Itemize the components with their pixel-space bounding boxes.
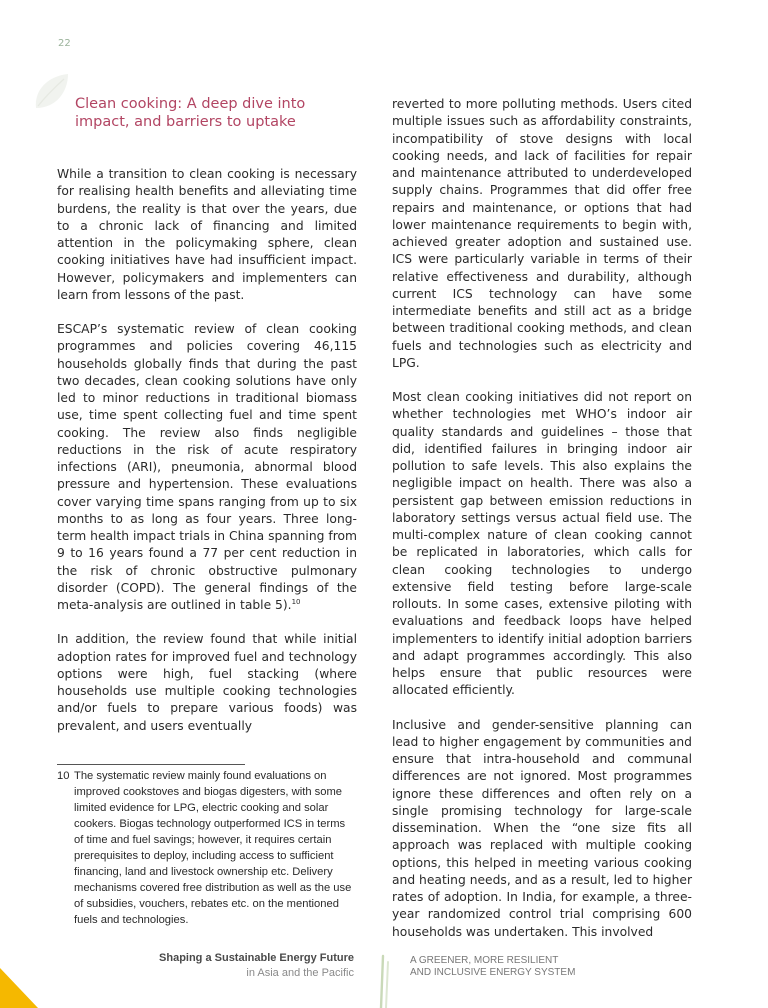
page-number: 22 bbox=[58, 38, 71, 49]
paragraph: Inclusive and gender-sensitive planning can lead to higher engagement by communities and ensure that intra-household and communal differences are not ignored. Most programmes ignore these differences and often rely on a single promising technology for large-scale dissemination. When the “one size fits all approach was replaced with multiple cooking options, this helped in meeting various cooking and heating needs, and as a result, led to higher rates of adoption. In India, for example, a three-year randomized control trial comprising 600 households was undertaken. This involved bbox=[392, 717, 692, 939]
paragraph: reverted to more polluting methods. Users cited multiple issues such as affordability constraints, incompatibility of stove designs with local cooking needs, and lack of facilities for repair and maintenance attributed to underdeveloped supply chains. Programmes that did offer free repairs and maintenance, or options that had lower maintenance requirements to begin with, achieved greater adoption and sustained use. ICS were particularly variable in terms of their relative effectiveness and durability, although current ICS technology can have some intermediate benefits and still act as a bridge between traditional cooking methods, and clean fuels and technologies such as electricity and LPG. bbox=[392, 97, 692, 370]
paragraph: Most clean cooking initiatives did not report on whether technologies met WHO’s indoor air quality standards and guidelines – those that did, identified failures in bringing indoor air pollution to safe levels. This also explains the negligible impact on health. There was also a persistent gap between emission reductions in laboratory settings versus actual field use. The multi-complex nature of clean cooking cannot be replicated in laboratories, which calls for clean cooking technologies to undergo extensive field testing before large-scale rollouts. In some cases, extensive piloting with evaluations and feedback loops have helped implementers to identify initial adoption barriers and adapt programmes accordingly. This also helps ensure that public resources were allocated efficiently. bbox=[392, 390, 692, 698]
footnote bbox=[57, 768, 357, 928]
footnote-number: 10 bbox=[57, 770, 70, 782]
paragraph-text: ESCAP’s systematic review of clean cooking programmes and policies covering 46,115 households globally finds that during the past two decades, clean cooking solutions have only led to minor reductions in traditional biomass use, time spent collecting fuel and time spent cooking. The review also finds negligible reductions in the risk of acute respiratory infections (ARI), pneumonia, abnormal blood pressure and hypertension. These evaluations cover varying time spans ranging from up to six months to as long as four years. Three long-term health impact trials in China spanning from 9 to 16 years found a 77 per cent reduction in the risk of chronic obstructive pulmonary disorder (COPD). The general findings of the meta-analysis are outlined in table 5). bbox=[57, 322, 357, 612]
corner-triangle-icon bbox=[0, 960, 40, 1008]
footnote-divider bbox=[57, 764, 245, 765]
footnote-reference[interactable]: 10 bbox=[291, 597, 301, 606]
footer-title: Shaping a Sustainable Energy Future bbox=[159, 952, 354, 964]
right-column bbox=[392, 96, 692, 958]
section-title: Clean cooking: A deep dive into impact, and barriers to uptake bbox=[75, 96, 306, 130]
footer-divider-icon bbox=[376, 952, 392, 1008]
leaf-icon bbox=[30, 70, 74, 114]
footer-section-line: AND INCLUSIVE ENERGY SYSTEM bbox=[410, 967, 576, 978]
footer-publication-title bbox=[159, 951, 354, 981]
footnote-text: The systematic review mainly found evaluations on improved cookstoves and biogas digesters, with some limited evidence for LPG, electric cooking and solar cookers. Biogas technology outperformed ICS in terms of time and fuel savings; however, it requires certain prerequisites to deploy, including access to sufficient financing, land and livestock ownership etc. Delivery mechanisms covered free distribution as well as the use of subsidies, vouchers, rebates etc. on the mentioned fuels and technologies. bbox=[74, 770, 352, 926]
left-column bbox=[57, 166, 357, 752]
paragraph: While a transition to clean cooking is necessary for realising health benefits and alleviating time burdens, the reality is that over the years, due to a chronic lack of financing and limited attention in the policymaking sphere, clean cooking initiatives have had insufficient impact. However, policymakers and implementers can learn from lessons of the past. bbox=[57, 167, 357, 302]
footer-subtitle: in Asia and the Pacific bbox=[246, 967, 354, 979]
paragraph bbox=[57, 321, 357, 614]
paragraph: In addition, the review found that while initial adoption rates for improved fuel and technology options were high, fuel stacking (where households use multiple cooking technologies and/or fuels to prepare various foods) was prevalent, and users eventually bbox=[57, 632, 357, 733]
footer-section-line: A GREENER, MORE RESILIENT bbox=[410, 955, 559, 966]
footer-section-name bbox=[410, 955, 575, 979]
